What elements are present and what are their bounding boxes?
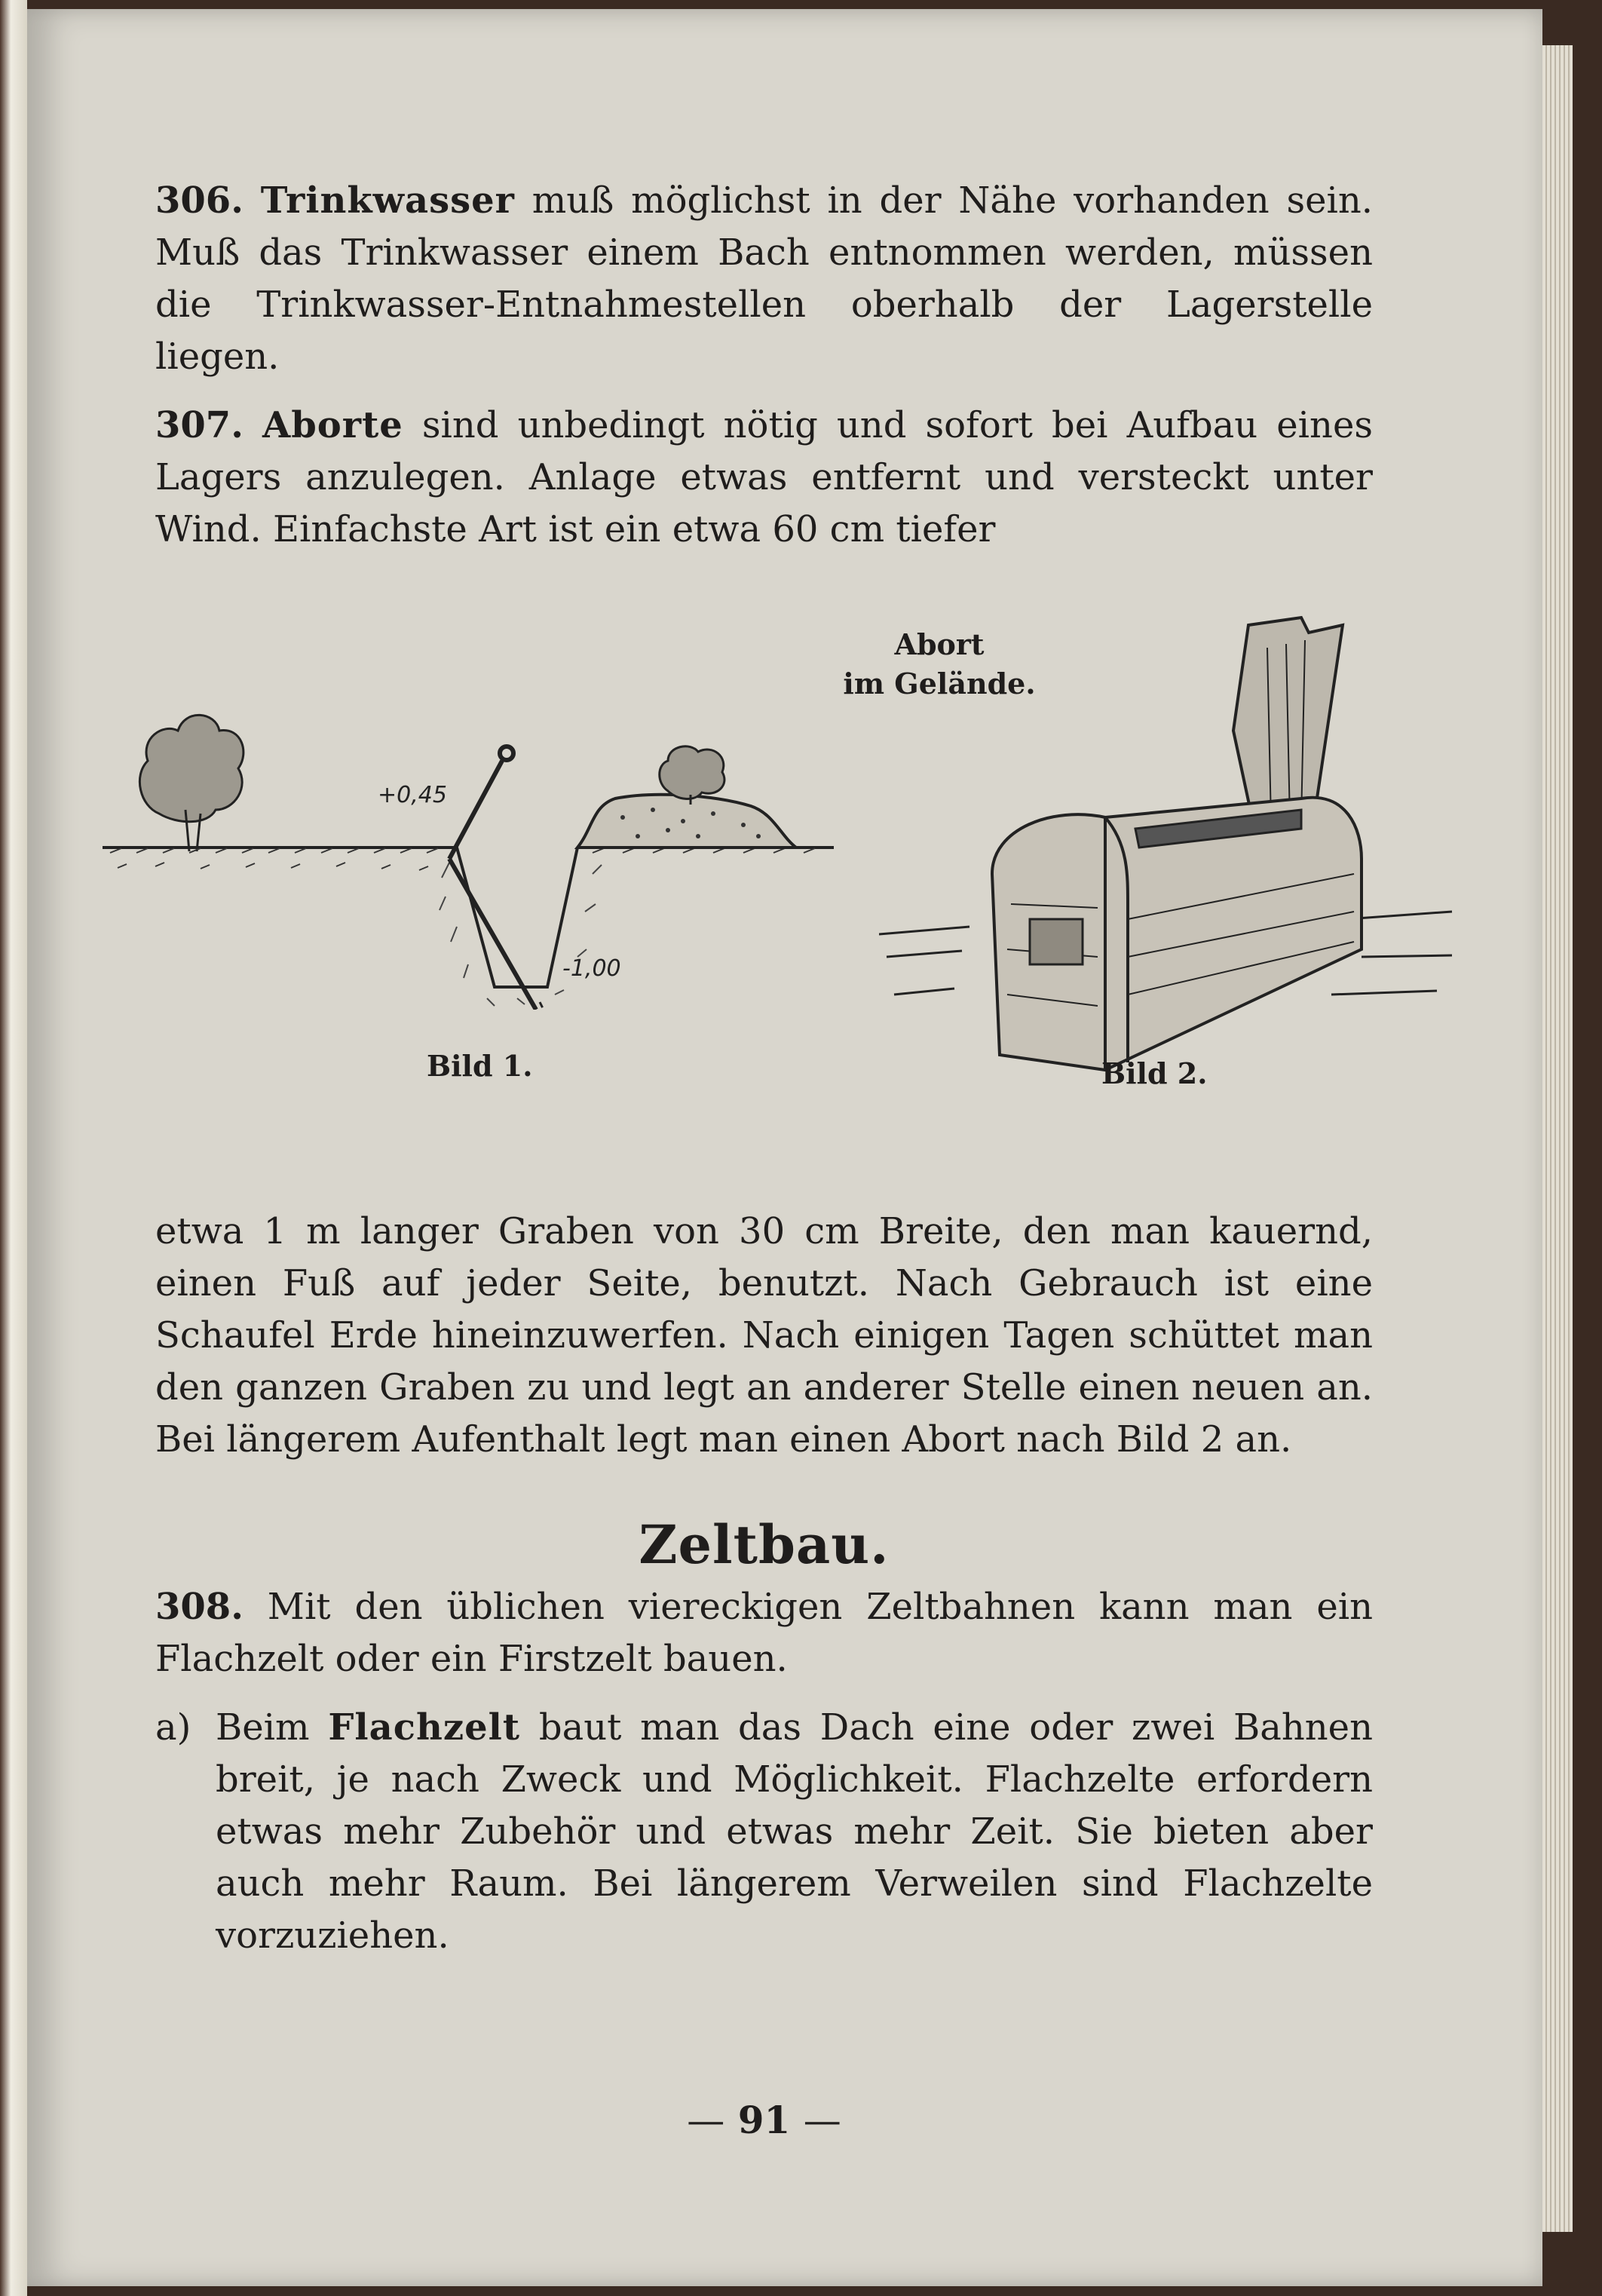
page-content <box>155 175 1374 2142</box>
figure2-caption: Bild 2. <box>1101 1056 1208 1090</box>
page-number-dash: — <box>803 2098 841 2142</box>
figure1-caption: Bild 1. <box>427 1049 533 1083</box>
bush-left-icon <box>139 715 244 851</box>
side-handle <box>1030 919 1083 964</box>
paragraph-306 <box>155 175 1373 383</box>
paragraph-text: Mit den üblichen viereckigen Zeltbahnen kann man ein Flachzelt oder ein Firstzelt bauen. <box>155 1586 1373 1680</box>
paragraph-307 <box>155 400 1373 556</box>
paragraph-keyword: Trinkwasser <box>260 179 515 222</box>
depth-label: -1,00 <box>562 955 621 982</box>
list-item-body <box>216 1702 1373 1962</box>
figures-block <box>155 572 1373 1176</box>
page-stack-edge <box>1542 45 1573 2232</box>
trench-cross-section-illustration <box>95 655 834 1010</box>
previous-page-edge <box>0 0 27 2296</box>
list-item-keyword: Flachzelt <box>328 1706 521 1749</box>
book-page <box>27 9 1542 2286</box>
list-item-text: baut man das Dach eine oder zwei Bahnen breit, je nach Zweck und Möglichkeit. Flachzelte erfordern etwas mehr Zubehör und etwas mehr Zeit. Sie bieten aber auch mehr Raum. Bei längerem Verweilen sind Flachzelte vorzuziehen. <box>216 1706 1373 1957</box>
trench-outline <box>457 848 577 987</box>
paragraph-308 <box>155 1581 1373 1685</box>
paragraph-307-continued: etwa 1 m langer Graben von 30 cm Breite, den man kauernd, einen Fuß auf jeder Seite, benutzt. Nach Gebrauch ist eine Schaufel Erde hineinzuwerfen. Nach einigen Tagen schüttet man den ganzen Graben zu und legt an anderer Stelle einen neuen an. Bei längerem Aufenthalt legt man einen Abort nach Bild 2 an. <box>155 1210 1373 1461</box>
latrine-box-illustration <box>879 602 1460 1093</box>
list-item-text: Beim <box>216 1706 310 1749</box>
paragraph-number: 307. <box>155 404 244 446</box>
figure2-title-line1: Abort <box>894 627 985 661</box>
list-item-label: a) <box>155 1706 191 1749</box>
paragraph-text: sind unbedingt nötig und sofort bei Aufbau eines Lagers anzulegen. Anlage etwas entfernt und versteckt unter Wind. Einfachste Art ist ein etwa 60 cm tiefer <box>155 404 1373 550</box>
dirt-mound <box>577 795 796 848</box>
figure2-title-line2: im Gelände. <box>843 667 1036 700</box>
page-number-value: 91 <box>737 2098 791 2142</box>
page-number-dash: — <box>687 2098 725 2142</box>
paragraph-number: 308. <box>155 1586 244 1628</box>
paragraph-number: 306. <box>155 179 244 222</box>
page-number <box>155 2094 1373 2147</box>
paragraph-text: muß möglichst in der Nähe vorhanden sein. Muß das Trinkwasser einem Bach entnommen werden, müssen die Trinkwasser-Entnahmestellen oberhalb der Lagerstelle liegen. <box>155 179 1374 378</box>
height-label: +0,45 <box>378 782 447 808</box>
paragraph-keyword: Aborte <box>262 404 403 446</box>
section-heading: Zeltbau. <box>639 1513 890 1576</box>
list-item-a <box>155 1702 1373 1962</box>
